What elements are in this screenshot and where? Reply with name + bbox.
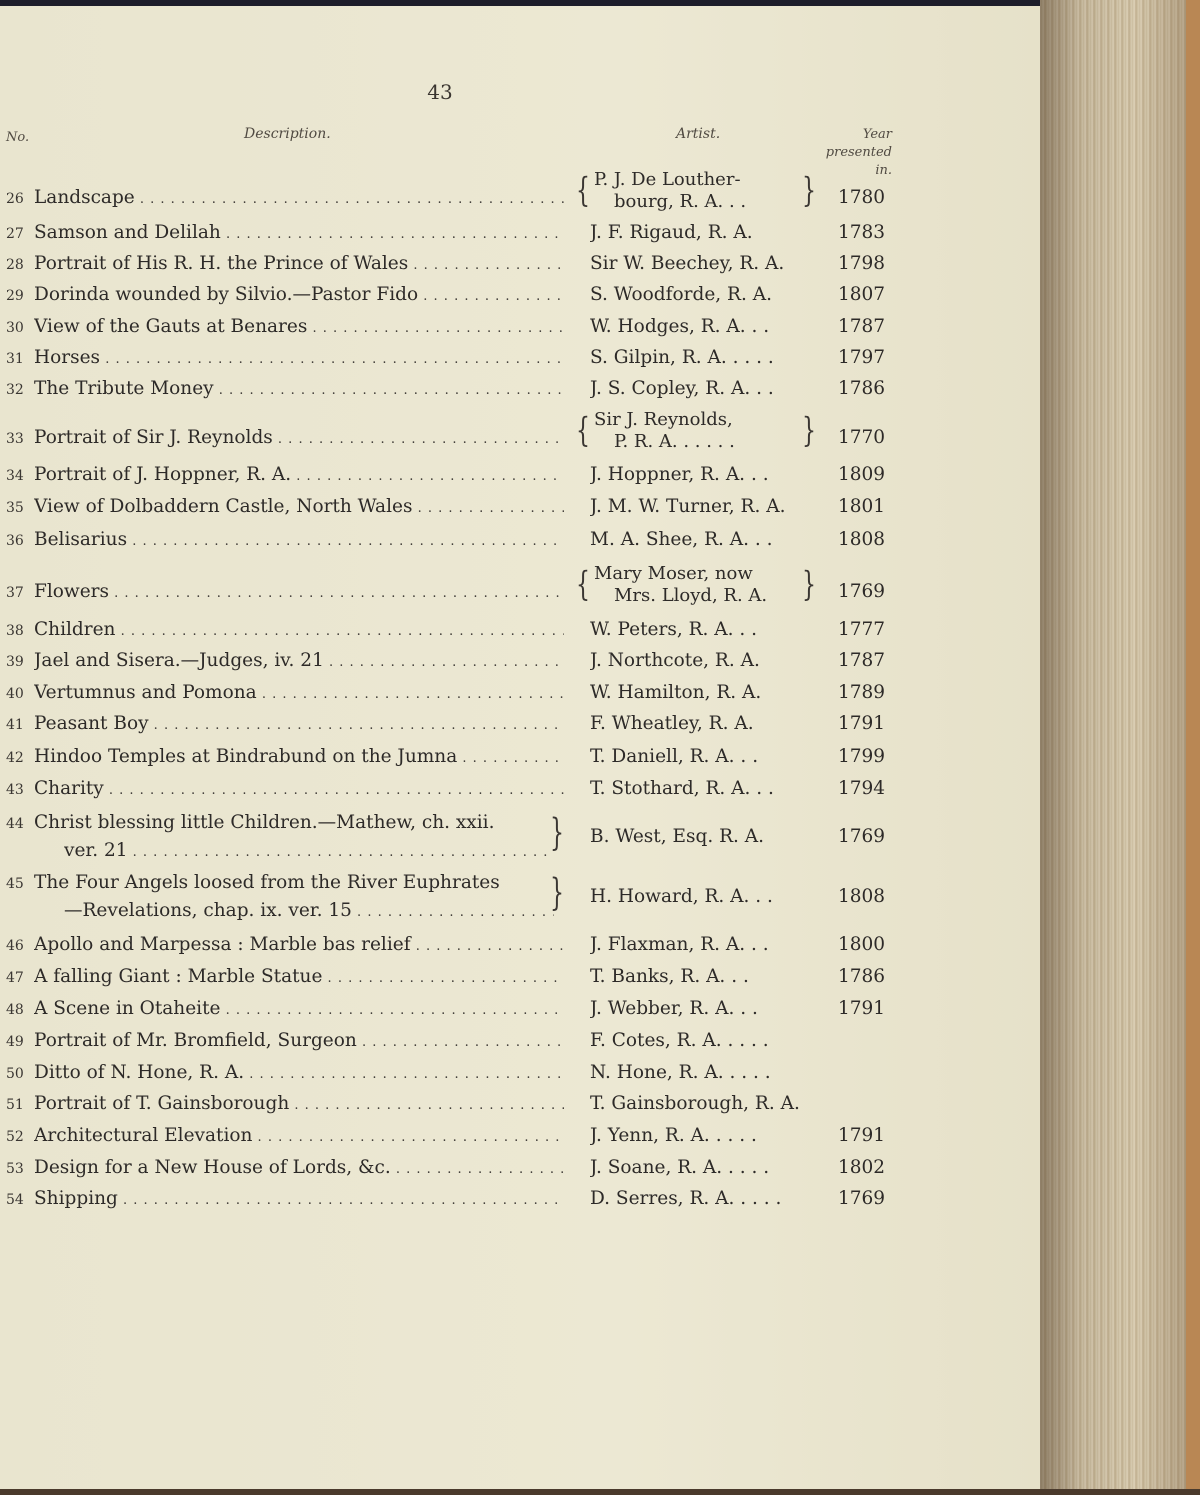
entry-number: 48 [6,1002,24,1018]
entry-artist: T. Stothard, R. A. . . [590,778,774,799]
entry-year: 1791 [838,1125,886,1146]
entry-artist: B. West, Esq. R. A. [590,826,765,847]
entry-artist: J. Hoppner, R. A. . . [590,464,769,485]
page-edges [1040,0,1200,1489]
entry-description: Belisarius . . . [34,529,564,550]
entry-number: 31 [6,351,24,367]
entry-description: Children . . . [34,619,564,640]
entry-artist: T. Daniell, R. A. . . [590,746,759,767]
entry-year: 1789 [838,682,886,703]
entry-number: 28 [6,257,24,273]
entry-number: 29 [6,288,24,304]
entry-description: Landscape . . . [34,187,564,208]
entry-artist: H. Howard, R. A. . . [590,886,773,907]
entry-year: 1798 [838,253,886,274]
entry-year: 1808 [838,886,886,907]
entry-artist: J. Webber, R. A. . . [590,998,758,1019]
entry-description: Portrait of T. Gainsborough . . . [34,1093,564,1114]
entry-year: 1783 [838,222,886,243]
entry-artist-line2: P. R. A. . . . . . [614,431,735,452]
entry-description: View of Dolbaddern Castle, North Wales . . . [34,496,564,517]
entry-description-line2: ver. 21 . . . [64,840,554,861]
artist-brace-right: } [802,411,816,451]
entry-year: 1809 [838,464,886,485]
entry-year: 1787 [838,650,886,671]
entry-artist-line2: bourg, R. A. . . [614,191,747,212]
entry-year: 1797 [838,347,886,368]
page-number: 43 [427,80,453,104]
entry-year: 1786 [838,378,886,399]
page-edges-shade [1040,0,1200,1489]
entry-year: 1780 [838,187,886,208]
entry-number: 38 [6,623,24,639]
entry-description: A falling Giant : Marble Statue . . . [34,966,564,987]
entry-number: 52 [6,1129,24,1145]
entry-artist: M. A. Shee, R. A. . . [590,529,773,550]
entry-number: 36 [6,533,24,549]
entry-artist: W. Peters, R. A. . . [590,619,758,640]
artist-brace-right: } [802,171,816,211]
entry-number: 30 [6,320,24,336]
entry-year: 1802 [838,1157,886,1178]
artist-brace-left: { [576,565,590,605]
entry-description-line2: —Revelations, chap. ix. ver. 15 . . . [64,900,554,921]
entry-year: 1807 [838,284,886,305]
entry-artist: J. S. Copley, R. A. . . [590,378,774,399]
column-header-no: No. [6,130,30,145]
entry-description: Hindoo Temples at Bindrabund on the Jumna . . . [34,746,564,767]
entry-year: 1808 [838,529,886,550]
entry-description: A Scene in Otaheite . . . [34,998,564,1019]
entry-description: Flowers . . . [34,581,564,602]
entry-description-line1: The Four Angels loosed from the River Euphrates [34,872,500,893]
entry-number: 33 [6,431,24,447]
column-header-description: Description. [244,126,331,142]
entry-artist: Sir W. Beechey, R. A. [590,253,785,274]
entry-description: Architectural Elevation . . . [34,1125,564,1146]
entry-number: 53 [6,1161,24,1177]
entry-year: 1770 [838,427,886,448]
entry-year: 1769 [838,1188,886,1209]
entry-number: 32 [6,382,24,398]
entry-description: Portrait of J. Hoppner, R. A. . . . [34,464,564,485]
entry-description: Charity . . . [34,778,564,799]
entry-description-line1: Christ blessing little Children.—Mathew, ch. xxii. [34,812,495,833]
entry-artist: F. Wheatley, R. A. [590,713,754,734]
entry-year: 1786 [838,966,886,987]
entry-number: 40 [6,686,24,702]
entry-description: Peasant Boy . . . [34,713,564,734]
description-brace: } [550,872,564,916]
entry-description: Shipping . . . [34,1188,564,1209]
column-header-year-line2: presented in. [825,145,892,178]
entry-year: 1794 [838,778,886,799]
entry-number: 34 [6,468,24,484]
entry-number: 54 [6,1192,24,1208]
entry-description: Dorinda wounded by Silvio.—Pastor Fido . . . [34,284,564,305]
entry-description: Portrait of Sir J. Reynolds . . . [34,427,564,448]
entry-artist-line1: Mary Moser, now [594,563,753,584]
entry-artist: J. M. W. Turner, R. A. [590,496,786,517]
entry-artist: N. Hone, R. A. . . . . [590,1062,771,1083]
entry-description: View of the Gauts at Benares . . . [34,316,564,337]
entry-number: 51 [6,1097,24,1113]
entry-number: 39 [6,654,24,670]
entry-artist: T. Gainsborough, R. A. [590,1093,800,1114]
entry-number: 41 [6,717,24,733]
entry-artist: S. Gilpin, R. A. . . . . [590,347,774,368]
entry-artist: S. Woodforde, R. A. [590,284,772,305]
entry-year: 1791 [838,998,886,1019]
entry-number: 50 [6,1066,24,1082]
description-brace: } [550,812,564,856]
entry-number: 47 [6,970,24,986]
entry-description: Horses . . . [34,347,564,368]
column-header-year-line1: Year [862,127,892,142]
entry-year: 1787 [838,316,886,337]
entry-description: Portrait of Mr. Bromfield, Surgeon . . . [34,1030,564,1051]
entry-artist: J. Flaxman, R. A. . . [590,934,769,955]
entry-artist: J. F. Rigaud, R. A. [590,222,753,243]
entry-artist-line2: Mrs. Lloyd, R. A. [614,585,768,606]
entry-year: 1777 [838,619,886,640]
artist-brace-left: { [576,171,590,211]
entry-artist: T. Banks, R. A. . . [590,966,749,987]
entry-number: 44 [6,816,24,832]
entry-description: Apollo and Marpessa : Marble bas relief . . . [34,934,564,955]
book-cover-edge [1186,0,1200,1489]
entry-artist-line1: Sir J. Reynolds, [594,409,733,430]
entry-number: 26 [6,191,24,207]
entry-description: Vertumnus and Pomona . . . [34,682,564,703]
catalogue-list [0,6,1040,1495]
entry-number: 49 [6,1034,24,1050]
entry-artist: W. Hamilton, R. A. [590,682,762,703]
entry-year: 1799 [838,746,886,767]
entry-description: Ditto of N. Hone, R. A. . . . [34,1062,564,1083]
entry-number: 27 [6,226,24,242]
entry-number: 37 [6,585,24,601]
entry-artist: J. Northcote, R. A. [590,650,760,671]
entry-number: 46 [6,938,24,954]
entry-description: Samson and Delilah . . . [34,222,564,243]
entry-artist: F. Cotes, R. A. . . . . [590,1030,769,1051]
entry-description: Design for a New House of Lords, &c. . . . [34,1157,564,1178]
entry-artist-line1: P. J. De Louther- [594,169,741,190]
entry-year: 1801 [838,496,886,517]
entry-description: The Tribute Money . . . [34,378,564,399]
entry-artist: J. Soane, R. A. . . . . [590,1157,770,1178]
entry-number: 45 [6,876,24,892]
entry-year: 1769 [838,581,886,602]
entry-artist: J. Yenn, R. A. . . . . [590,1125,757,1146]
entry-number: 35 [6,500,24,516]
artist-brace-left: { [576,411,590,451]
artist-brace-right: } [802,565,816,605]
entry-number: 42 [6,750,24,766]
entry-artist: W. Hodges, R. A. . . [590,316,770,337]
entry-year: 1791 [838,713,886,734]
entry-description: Jael and Sisera.—Judges, iv. 21 . . . [34,650,564,671]
entry-year: 1800 [838,934,886,955]
column-header-artist: Artist. [676,126,721,142]
entry-number: 43 [6,782,24,798]
entry-artist: D. Serres, R. A. . . . . [590,1188,782,1209]
entry-year: 1769 [838,826,886,847]
entry-description: Portrait of His R. H. the Prince of Wales . . . [34,253,564,274]
